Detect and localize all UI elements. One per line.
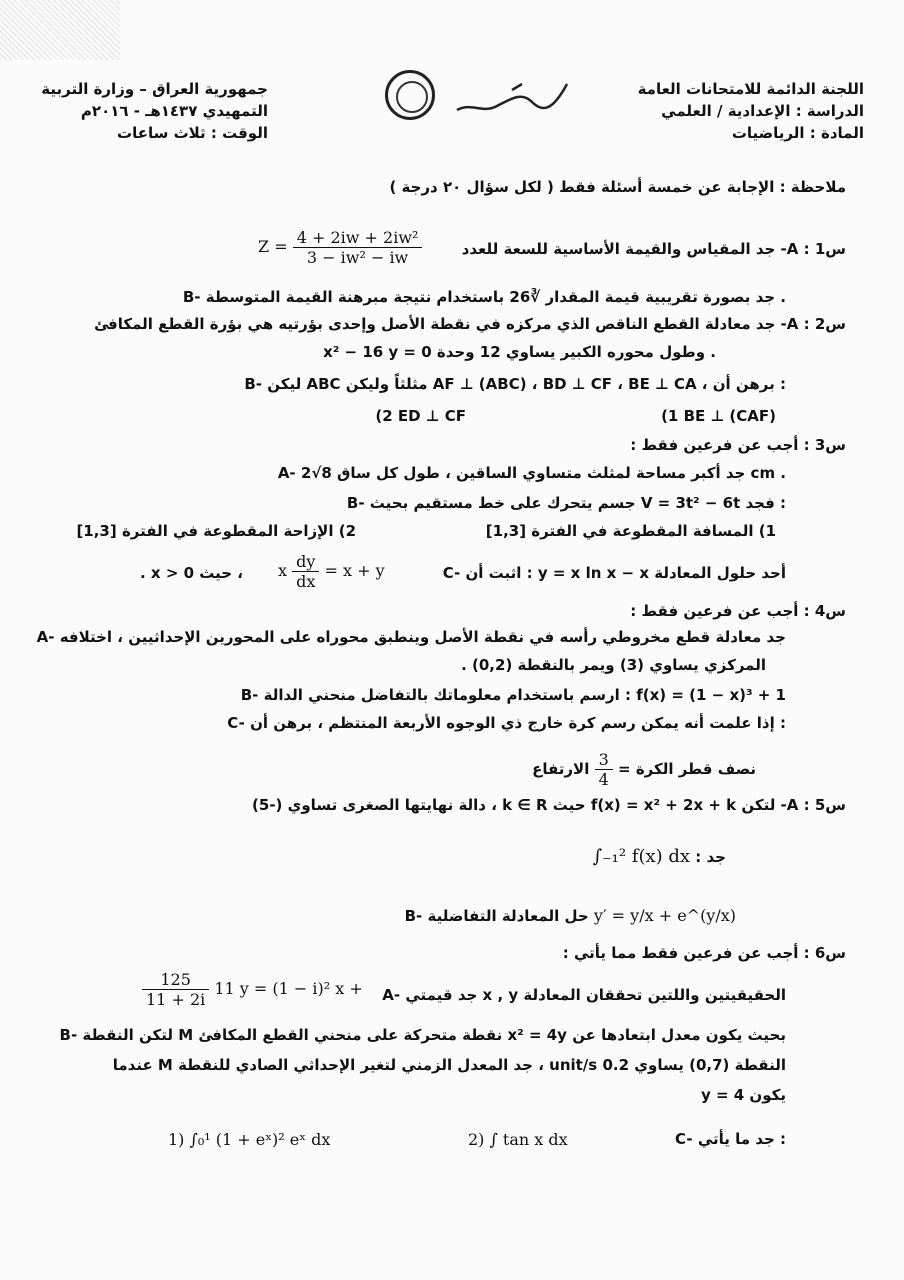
q3-a: A- جد أكبر مساحة لمثلث متساوي الساقين ، طول كل ساق 8√2 cm . — [277, 464, 786, 482]
q6-c1: 1) ∫₀¹ (1 + eˣ)² eˣ dx — [168, 1130, 331, 1149]
q2-a-line1: س2 : A- جد معادلة القطع الناقص الذي مركزه في نقطة الأصل وإحدى بؤرتيه هي بؤرة القطع المكافئ — [94, 315, 846, 333]
q5-a2 — [593, 846, 726, 867]
q6-b1: B- لتكن النقطة M نقطة متحركة على منحني القطع المكافئ x² = 4y بحيث يكون معدل ابتعادها عن — [59, 1026, 786, 1044]
q4-a1: A- جد معادلة قطع مخروطي رأسه في نقطة الأصل وينطبق محوراه على المحورين الإحداثيين ، اختلافه — [36, 628, 786, 646]
q5-a2-pre: جد : — [695, 848, 726, 866]
header-time: الوقت : ثلاث ساعات — [117, 124, 268, 142]
q6-c2: 2) ∫ tan x dx — [468, 1130, 568, 1149]
signature-scribble-icon — [452, 72, 572, 122]
q1-a-expression — [258, 228, 422, 267]
q3-c-x: x — [278, 561, 288, 580]
exam-note: ملاحظة : الإجابة عن خمسة أسئلة فقط ( لكل سؤال ٢٠ درجة ) — [389, 178, 846, 196]
q4-c1: C- إذا علمت أنه يمكن رسم كرة خارج ذي الوجوه الأربعة المنتظم ، برهن أن : — [227, 714, 786, 732]
header-session: التمهيدي ١٤٣٧هـ - ٢٠١٦م — [80, 102, 268, 120]
q3-c-dx: dx — [296, 572, 316, 591]
q3-c-equation — [278, 552, 385, 591]
q6-a-den: 11 + 2i — [146, 990, 206, 1009]
q5-b-equation: y′ = y/x + e^(y/x) — [593, 906, 736, 925]
q6-a-left: 11 y = (1 − i)² x + — [214, 979, 363, 998]
q1-denominator: 3 − iw² − iw — [306, 248, 409, 267]
header-subject: المادة : الرياضيات — [731, 124, 864, 142]
q3-b1: 1) المسافة المقطوعة في الفترة [1,3] — [485, 522, 776, 540]
q3-b: B- جسم يتحرك على خط مستقيم بحيث V = 3t² − 6t فجد : — [346, 494, 786, 512]
header-study: الدراسة : الإعدادية / العلمي — [661, 102, 864, 120]
ministry-seal-icon — [385, 70, 435, 120]
q4-c2-num: 3 — [595, 750, 613, 770]
q1-fraction — [293, 228, 423, 267]
q1-b: B- جد بصورة تقريبية قيمة المقدار ∛26 باستخدام نتيجة مبرهنة القيمة المتوسطة . — [182, 288, 786, 306]
header-left — [18, 78, 268, 144]
q5-b — [405, 906, 766, 925]
q2-b-item1: (1 BE ⊥ (CAF) — [661, 407, 776, 425]
q2-a-line2: x² − 16 y = 0 وطول محوره الكبير يساوي 12 وحدة . — [323, 343, 716, 361]
q5-a1: س5 : A- لتكن f(x) = x² + 2x + k حيث k ∈ R ، دالة نهايتها الصغرى تساوي (-5) — [252, 796, 846, 814]
header-right — [638, 78, 864, 144]
q4-c2-pre: نصف قطر الكرة = — [618, 760, 756, 778]
q4-c2-post: الارتفاع — [532, 760, 590, 778]
q2-b-line1: B- ليكن ABC مثلثاً وليكن AF ⊥ (ABC) ، BD ⊥ CF ، BE ⊥ CA ، برهن أن : — [244, 375, 786, 393]
q3-c-pre: C- اثبت أن : y = x ln x − x أحد حلول المعادلة — [442, 564, 786, 582]
q5-b-pre: B- حل المعادلة التفاضلية — [404, 907, 589, 925]
q4-b: B- ارسم باستخدام معلوماتك بالتفاضل منحني الدالة : f(x) = (1 − x)³ + 1 — [240, 686, 786, 704]
q6-b2: النقطة (0,7) يساوي 0.2 unit/s ، جد المعدل الزمني لتغير الإحداثي الصادي للنقطة M عندما — [112, 1056, 786, 1074]
q4-c2-fraction — [595, 750, 613, 789]
q1-z-lhs: Z = — [258, 237, 288, 256]
q6-a-equation — [142, 970, 363, 1009]
q6-a-fraction — [142, 970, 209, 1009]
q6-a-pre: A- جد قيمتي x , y الحقيقيتين واللتين تحققان المعادلة — [382, 986, 786, 1004]
q4-head: س4 : أجب عن فرعين فقط : — [630, 602, 846, 620]
q3-head: س3 : أجب عن فرعين فقط : — [630, 436, 846, 454]
q6-head: س6 : أجب عن فرعين فقط مما يأتي : — [562, 944, 846, 962]
q2-b-item2: (2 ED ⊥ CF — [375, 407, 466, 425]
q1-a-label: س1 : A- جد المقياس والقيمة الأساسية للسعة للعدد — [461, 240, 846, 258]
header-committee: اللجنة الدائمة للامتحانات العامة — [637, 80, 864, 98]
signature — [452, 72, 572, 126]
q4-c2 — [532, 750, 756, 789]
q6-b3: يكون y = 4 — [700, 1086, 786, 1104]
q4-c2-den: 4 — [598, 770, 609, 789]
q1-numerator: 4 + 2iw + 2iw² — [293, 228, 423, 248]
q3-c-derivative — [292, 552, 319, 591]
header-country: جمهورية العراق – وزارة التربية — [41, 80, 268, 98]
scan-noise — [0, 0, 120, 60]
q3-b2: 2) الإزاحة المقطوعة في الفترة [1,3] — [76, 522, 356, 540]
q5-a2-integral: ∫₋₁² f(x) dx — [592, 846, 691, 867]
q3-c-dy: dy — [292, 552, 319, 572]
q3-c-rest: = x + y — [324, 561, 385, 580]
q6-c-pre: C- جد ما يأتي : — [675, 1130, 786, 1148]
q3-c-post: ، حيث x > 0 . — [140, 564, 244, 582]
q6-a-num: 125 — [142, 970, 209, 990]
q4-a2: المركزي يساوي (3) ويمر بالنقطة (0,2) . — [461, 656, 766, 674]
